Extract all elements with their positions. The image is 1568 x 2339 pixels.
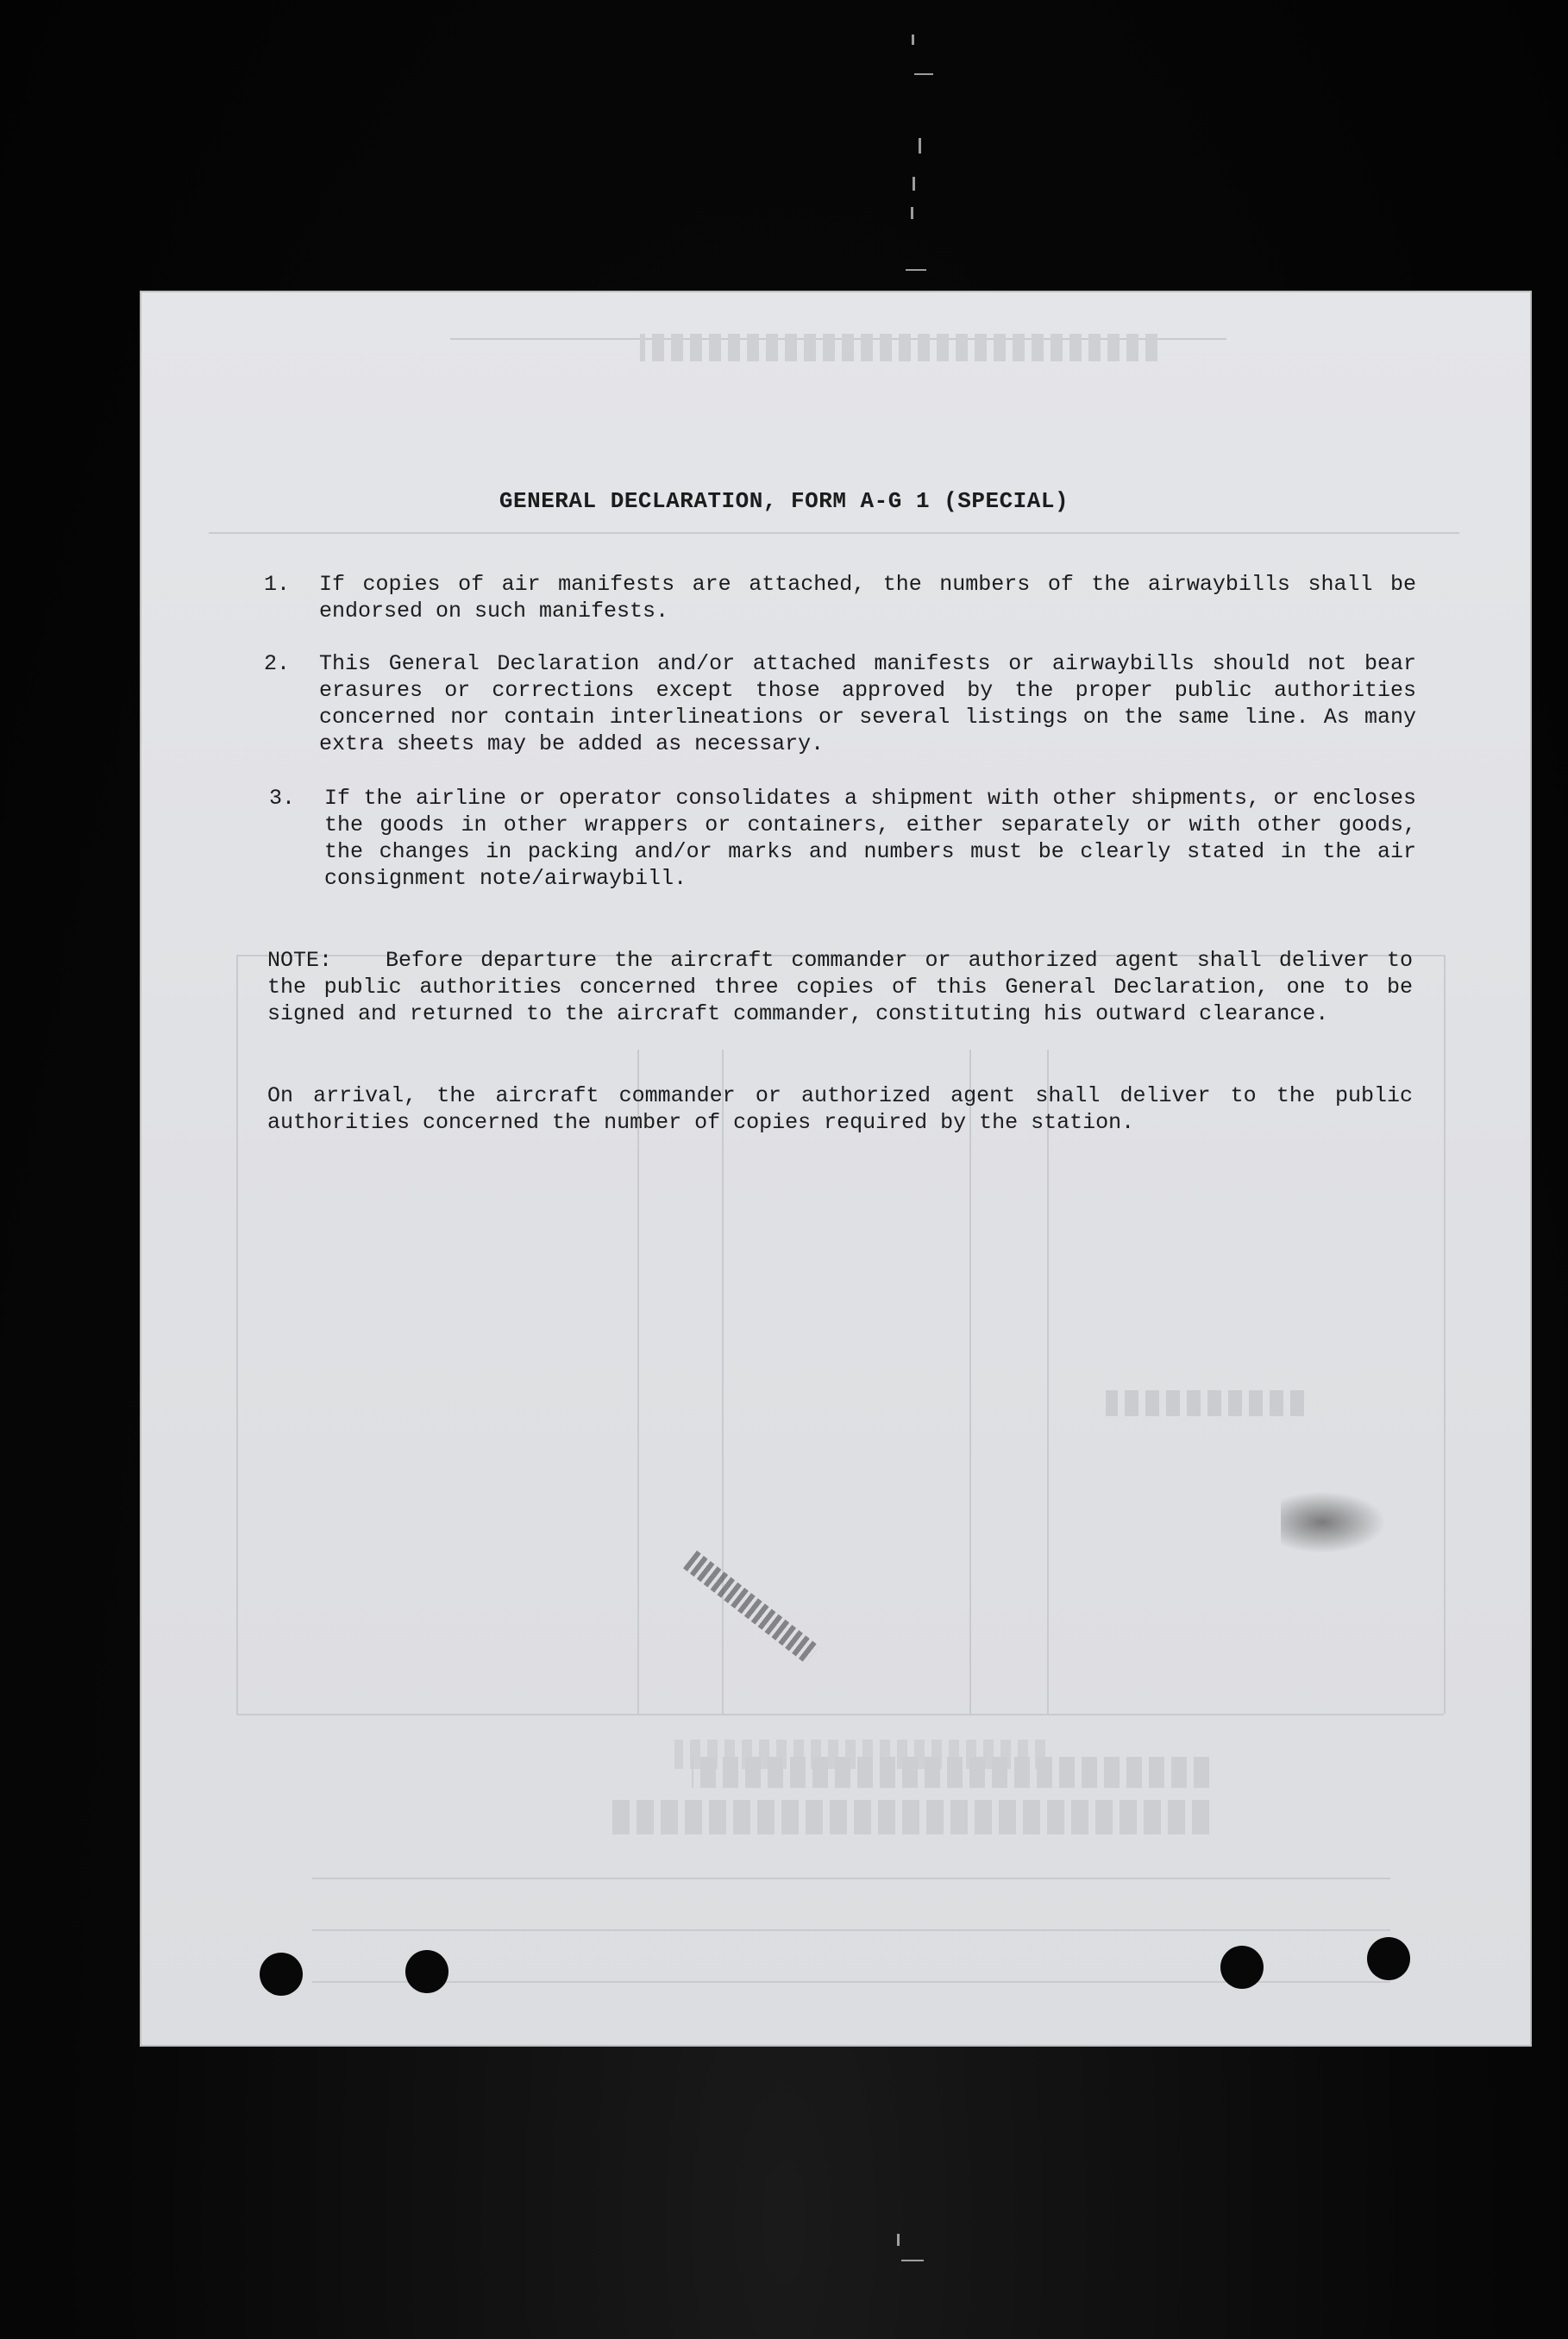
note-text: Before departure the aircraft commander or authorized agent shall deliver to the public authorities concerned three copies of this General Declaration, one to be signed and returned to the aircraft commander, constituting his outward clearance. <box>267 948 1413 1026</box>
film-scratch <box>906 269 926 271</box>
item-number: 3. <box>269 786 296 811</box>
item-text: If the airline or operator consolidates a shipment with other shipments, or encloses the goods in other wrappers or containers, either separately or with other goods, the changes in packing and/or marks and numbers must be clearly stated in the air consignment note/airwaybill. <box>324 786 1416 891</box>
document-page <box>140 291 1532 2047</box>
bleed-through-line <box>209 532 1459 534</box>
bleed-through-line <box>312 1878 1390 1879</box>
film-scratch <box>901 2260 924 2261</box>
page-title: GENERAL DECLARATION, FORM A-G 1 (SPECIAL) <box>499 488 1069 514</box>
punch-hole <box>405 1950 448 1993</box>
bleed-through-text <box>1106 1390 1304 1416</box>
arrival-text: On arrival, the aircraft commander or authorized agent shall deliver to the public authorities concerned the number of copies required by the station. <box>267 1083 1413 1135</box>
film-scratch <box>911 207 913 219</box>
bleed-through-line <box>969 1050 971 1714</box>
note-label: NOTE: <box>267 948 333 973</box>
bleed-through-line <box>1444 955 1446 1714</box>
instruction-item <box>269 785 1416 892</box>
punch-hole <box>260 1953 303 1996</box>
bleed-through-line <box>236 955 238 1714</box>
bleed-through-text <box>605 1800 1209 1834</box>
film-scratch <box>913 177 915 191</box>
item-number: 1. <box>264 572 291 597</box>
bleed-through-line <box>722 1050 724 1714</box>
arrival-paragraph <box>267 1082 1413 1136</box>
punch-hole <box>1367 1937 1410 1980</box>
ink-smudge <box>1281 1492 1384 1552</box>
bleed-through-text <box>692 1757 1209 1788</box>
instruction-item <box>264 650 1416 757</box>
film-scratch <box>914 73 933 75</box>
film-scratch <box>912 34 914 45</box>
punch-hole <box>1220 1946 1264 1989</box>
item-text: If copies of air manifests are attached, the numbers of the airwaybills shall be endorsed on such manifests. <box>319 572 1416 624</box>
film-scratch <box>897 2234 900 2246</box>
bleed-through-line <box>312 1929 1390 1931</box>
bleed-through-line <box>637 1050 639 1714</box>
item-number: 2. <box>264 651 291 676</box>
item-text: This General Declaration and/or attached manifests or airwaybills should not bear erasures or corrections except those approved by the proper public authorities concerned nor contain interlineations or several listings on the same line. As many extra sheets may be added as necessary. <box>319 651 1416 756</box>
bleed-through-text <box>640 334 1157 361</box>
film-scratch <box>919 138 921 154</box>
note-paragraph <box>267 947 1413 1027</box>
instruction-item <box>264 571 1416 624</box>
bleed-through-line <box>1047 1050 1049 1714</box>
bleed-through-line <box>236 1714 1444 1715</box>
